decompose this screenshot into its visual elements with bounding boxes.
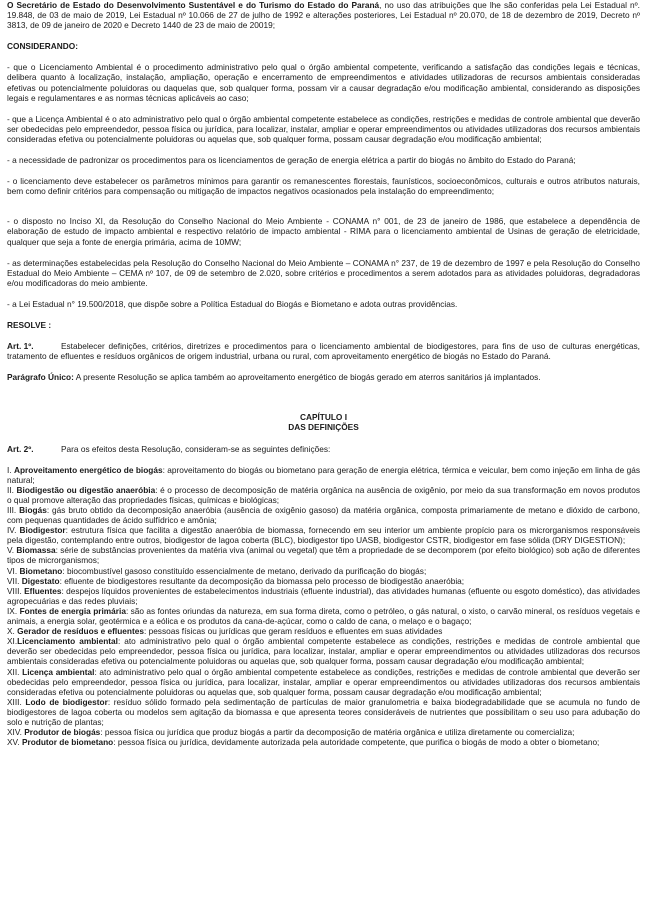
definition-text: : despejos líquidos provenientes de estabelecimentos industriais (efluente industrial), das atividades humanas (efluente ou esgoto doméstico), das atividades agropecuárias e das redes pluviais;: [7, 585, 640, 606]
definitions-list: [7, 465, 640, 748]
definition-item: [7, 697, 640, 727]
definition-text: : gás bruto obtido da decomposição anaeróbia (ausência de oxigênio gasoso) da matéria orgânica, composta primariamente de metano e dióxido de carbono, com pequenas quantidades de ácido sulfídrico e amônia;: [7, 505, 640, 526]
definition-item: [7, 566, 640, 576]
definition-item: [7, 626, 640, 636]
definition-term: Produtor de biogás: [24, 727, 101, 738]
definition-number: IX.: [7, 605, 18, 616]
article-1: [7, 341, 640, 361]
definition-item: [7, 485, 640, 505]
definition-number: IV.: [7, 525, 17, 536]
definition-term: Biogás: [19, 505, 47, 515]
definition-number: X.: [7, 626, 15, 637]
paragrafo-unico-label: Parágrafo Único:: [7, 372, 74, 383]
definition-text: : estrutura física que facilita a digestão anaeróbia de biomassa, fornecendo em seu interior um ambiente propício para os microrganismos responsáveis pela digestão, contemplando entre outros, biodigestor de lagoa coberta (BLC), biodigestor tipo UASB, biodigestor CSTR, biodigestor em fase sólida (DRY DIGESTION);: [7, 525, 640, 546]
definition-text: : pessoa física ou jurídica, devidamente autorizada pela autoridade competente, que purifica o biogás de modo a obter o biometano;: [113, 737, 600, 748]
definition-text: : pessoa física ou jurídica que produz biogás a partir da decomposição de matéria orgânica e utiliza diretamente ou comercializa;: [100, 727, 575, 738]
definition-item: [7, 525, 640, 545]
definition-number: XV.: [7, 737, 20, 748]
definition-item: [7, 576, 640, 586]
preamble-authority: O Secretário de Estado do Desenvolvimento Sustentável e do Turismo do Estado do Paraná: [7, 0, 380, 10]
definition-text: : resíduo sólido formado pela sedimentação de partículas de maior granulometria e baixa biodegradabilidade que se acumula no fundo de biodigestores de lagoa coberta ou modelos sem agitação da biomassa e que apresenta teores consideráveis de nutrientes que possibilitam o seu uso para adubação do solo e nutrição de plantas;: [7, 696, 640, 727]
article-2-label: Art. 2º.: [7, 443, 34, 454]
resolve-heading: RESOLVE :: [7, 319, 52, 330]
definition-item: [7, 667, 640, 697]
paragrafo-unico: [7, 372, 640, 382]
definition-item: [7, 636, 640, 666]
definition-item: [7, 727, 640, 737]
definition-item: [7, 737, 640, 747]
definition-text: : série de substâncias provenientes da matéria viva (animal ou vegetal) que têm a propriedade de se decomporem (por efeito biológico) sob ação de diferentes tipos de microrganismos;: [7, 545, 640, 566]
definition-item: [7, 606, 640, 626]
considerando-item: - o licenciamento deve estabelecer os parâmetros mínimos para garantir os remanescentes florestais, faunísticos, socioeconômicos, culturais e outros atributos naturais, bem como definir critérios para compensação ou mitigação de impactos negativos ocasionados pela instalação do empreendimento;: [7, 176, 640, 197]
considerando-item: - o disposto no Inciso XI, da Resolução do Conselho Nacional do Meio Ambiente - CONAMA n° 001, de 23 de janeiro de 1986, que estabelece a dependência de elaboração de estudo de impacto ambiental e respectivo relatório de impacto ambiental - RIMA para o licenciamento ambiental de Usinas de geração de eletricidade, qualquer que seja a fonte de energia primária, acima de 10MW;: [7, 216, 640, 247]
article-2-text: Para os efeitos desta Resolução, consideram-se as seguintes definições:: [61, 443, 331, 454]
definition-term: Digestato: [21, 575, 60, 586]
chapter-title: CAPÍTULO I: [299, 412, 347, 423]
definition-term: Gerador de resíduos e efluentes: [17, 626, 144, 637]
definition-number: XII.: [7, 666, 20, 677]
definition-number: XIV.: [7, 727, 22, 738]
article-1-label: Art. 1º.: [7, 341, 34, 352]
definition-text: : é o processo de decomposição de matéria orgânica na ausência de oxigênio, por meio da sua transformação em novos produtos o qual promove alteração das propriedades físicas, químicas e biológicas;: [7, 484, 641, 505]
definition-number: VII.: [7, 575, 20, 586]
definition-item: [7, 505, 640, 525]
definition-term: Licença ambiental: [22, 666, 95, 677]
considerando-item: - a Lei Estadual n° 19.500/2018, que dispõe sobre a Política Estadual do Biogás e Biometano e adota outras providências.: [7, 298, 458, 309]
preamble-text: , no uso das atribuições que lhe são conferidas pela Lei Estadual nº. 19.848, de 03 de maio de 2019, Lei Estadual nº 10.066 de 27 de julho de 1992 e alterações posteriores, Lei Estadual nº 20.070, de 18 de dezembro de 2019, Decreto nº 3813, de 09 de janeiro de 2020 e Decreto 1440 de 23 de maio de 20019;: [7, 0, 640, 31]
definition-term: Licenciamento ambiental: [17, 636, 118, 647]
definition-text: : biocombustível gasoso constituído essencialmente de metano, derivado da purificação do biogás;: [62, 565, 427, 576]
definition-item: [7, 465, 640, 485]
definition-text: : são as fontes oriundas da natureza, em sua forma direta, como o petróleo, o gás natural, o xisto, o carvão mineral, os resíduos vegetais e animais, a energia solar, geotérmica e a eólica e os produtos da cana-de-açúcar, como o caldo de cana, o melaço e o bagaço;: [7, 605, 640, 627]
considerando-item: - que a Licença Ambiental é o ato administrativo pelo qual o órgão ambiental competente estabelece as condições, restrições e medidas de controle ambiental que deverão ser obedecidas pelo empreendedor, pessoa física ou jurídica, para localizar, instalar, ampliar e operar empreendimentos ou atividades utilizadoras dos recursos ambientais consideradas efetiva ou potencialmente poluidoras ou aquelas que, sob qualquer forma, possam causar degradação e/ou modificação ambiental;: [7, 113, 640, 144]
definition-term: Aproveitamento energético de biogás: [13, 464, 163, 475]
definition-number: I.: [7, 464, 12, 475]
definition-term: Biometano: [19, 565, 63, 576]
considerando-item: - as determinações estabelecidas pela Resolução do Conselho Nacional do Meio Ambiente – CONAMA n° 237, de 19 de dezembro de 1997 e pela Resolução do Conselho Estadual do Meio Ambiente – CEMA nº 107, de 09 de setembro de 2.020, sobre critérios e procedimentos a serem adotados para as atividades poluidoras, degradadoras e/ou modificadoras do meio ambiente.: [7, 257, 640, 288]
definition-number: XIII.: [7, 696, 22, 707]
preamble: [7, 0, 640, 30]
definition-number: V.: [7, 545, 15, 556]
definition-term: Biodigestor: [19, 525, 66, 536]
definition-term: Biodigestão ou digestão anaeróbia: [16, 484, 156, 495]
chapter-subtitle: DAS DEFINIÇÕES: [288, 422, 359, 433]
definition-term: Produtor de biometano: [21, 737, 114, 748]
definition-text: : pessoas físicas ou jurídicas que geram resíduos e efluentes em suas atividades: [143, 626, 443, 637]
paragrafo-unico-text: A presente Resolução se aplica também ao aproveitamento energético de biogás gerado em aterros sanitários já implantados.: [73, 372, 541, 383]
definition-term: Biomassa: [16, 545, 56, 556]
definition-term: Lodo de biodigestor: [25, 696, 108, 707]
considerando-item: - a necessidade de padronizar os procedimentos para os licenciamentos de geração de energia elétrica a partir do biogás no âmbito do Estado do Paraná;: [7, 155, 576, 166]
definition-text: : ato administrativo pelo qual o órgão ambiental competente estabelece as condições, restrições e medidas de controle ambiental que deverão ser obedecidas pelo empreendedor, pessoa física ou jurídica, para localizar, instalar, ampliar e operar empreendimentos ou atividades utilizadoras dos recursos ambientais consideradas efetiva ou potencialmente poluidoras ou aquelas que, sob qualquer forma, possam causar degradação e/ou modificação ambiental;: [7, 666, 640, 697]
definition-number: II.: [7, 484, 14, 495]
definition-item: [7, 545, 640, 565]
definition-text: : ato administrativo pelo qual o órgão ambiental competente estabelece as condições, restrições e medidas de controle ambiental que deverão ser obedecidas pelo empreendedor, pessoa física ou jurídica, para localizar, instalar, ampliar e operar empreendimentos ou atividades utilizadoras dos recursos ambientais consideradas efetiva ou potencialmente poluidoras ou aquelas que, sob qualquer forma, possam causar degradação e/ou modificação ambiental;: [7, 636, 640, 667]
definition-number: XI.: [7, 636, 18, 647]
definition-number: VI.: [7, 565, 18, 576]
definition-text: : efluente de biodigestores resultante da decomposição da biomassa pelo processo de biodigestão anaeróbia;: [59, 575, 465, 586]
article-2: [7, 444, 640, 454]
article-1-text: Estabelecer definições, critérios, diretrizes e procedimentos para o licenciamento ambiental de biodigestores, para fins de uso de culturas energéticas, tratamento de efluentes e resíduos orgânicos de origem industrial, urbana ou rural, com aproveitamento energético de biogás no Estado do Paraná.: [7, 341, 640, 362]
definition-number: III.: [7, 505, 17, 515]
definition-term: Efluentes: [24, 585, 62, 596]
considerando-item: - que o Licenciamento Ambiental é o procedimento administrativo pelo qual o órgão ambiental competente, verificando a satisfação das condições legais e técnicas, delibera quanto à localização, instalação, ampliação, operação e encerramento de empreendimentos e atividades utilizadoras de recursos ambientais consideradas efetivas ou potencialmente poluidoras ou daquelas que, sob qualquer forma, possam vir a causar degradação e/ou modificação ambiental, considerando as disposições legais e regulamentares e as normas técnicas aplicáveis ao caso;: [7, 62, 640, 103]
definition-item: [7, 586, 640, 606]
considerando-heading: CONSIDERANDO:: [7, 41, 78, 52]
definition-text: : aproveitamento do biogás ou biometano para geração de energia elétrica, térmica e veicular, bem como injeção em linha de gás natural;: [7, 464, 641, 485]
definition-term: Fontes de energia primária: [19, 605, 126, 616]
definition-number: VIII.: [7, 585, 22, 596]
